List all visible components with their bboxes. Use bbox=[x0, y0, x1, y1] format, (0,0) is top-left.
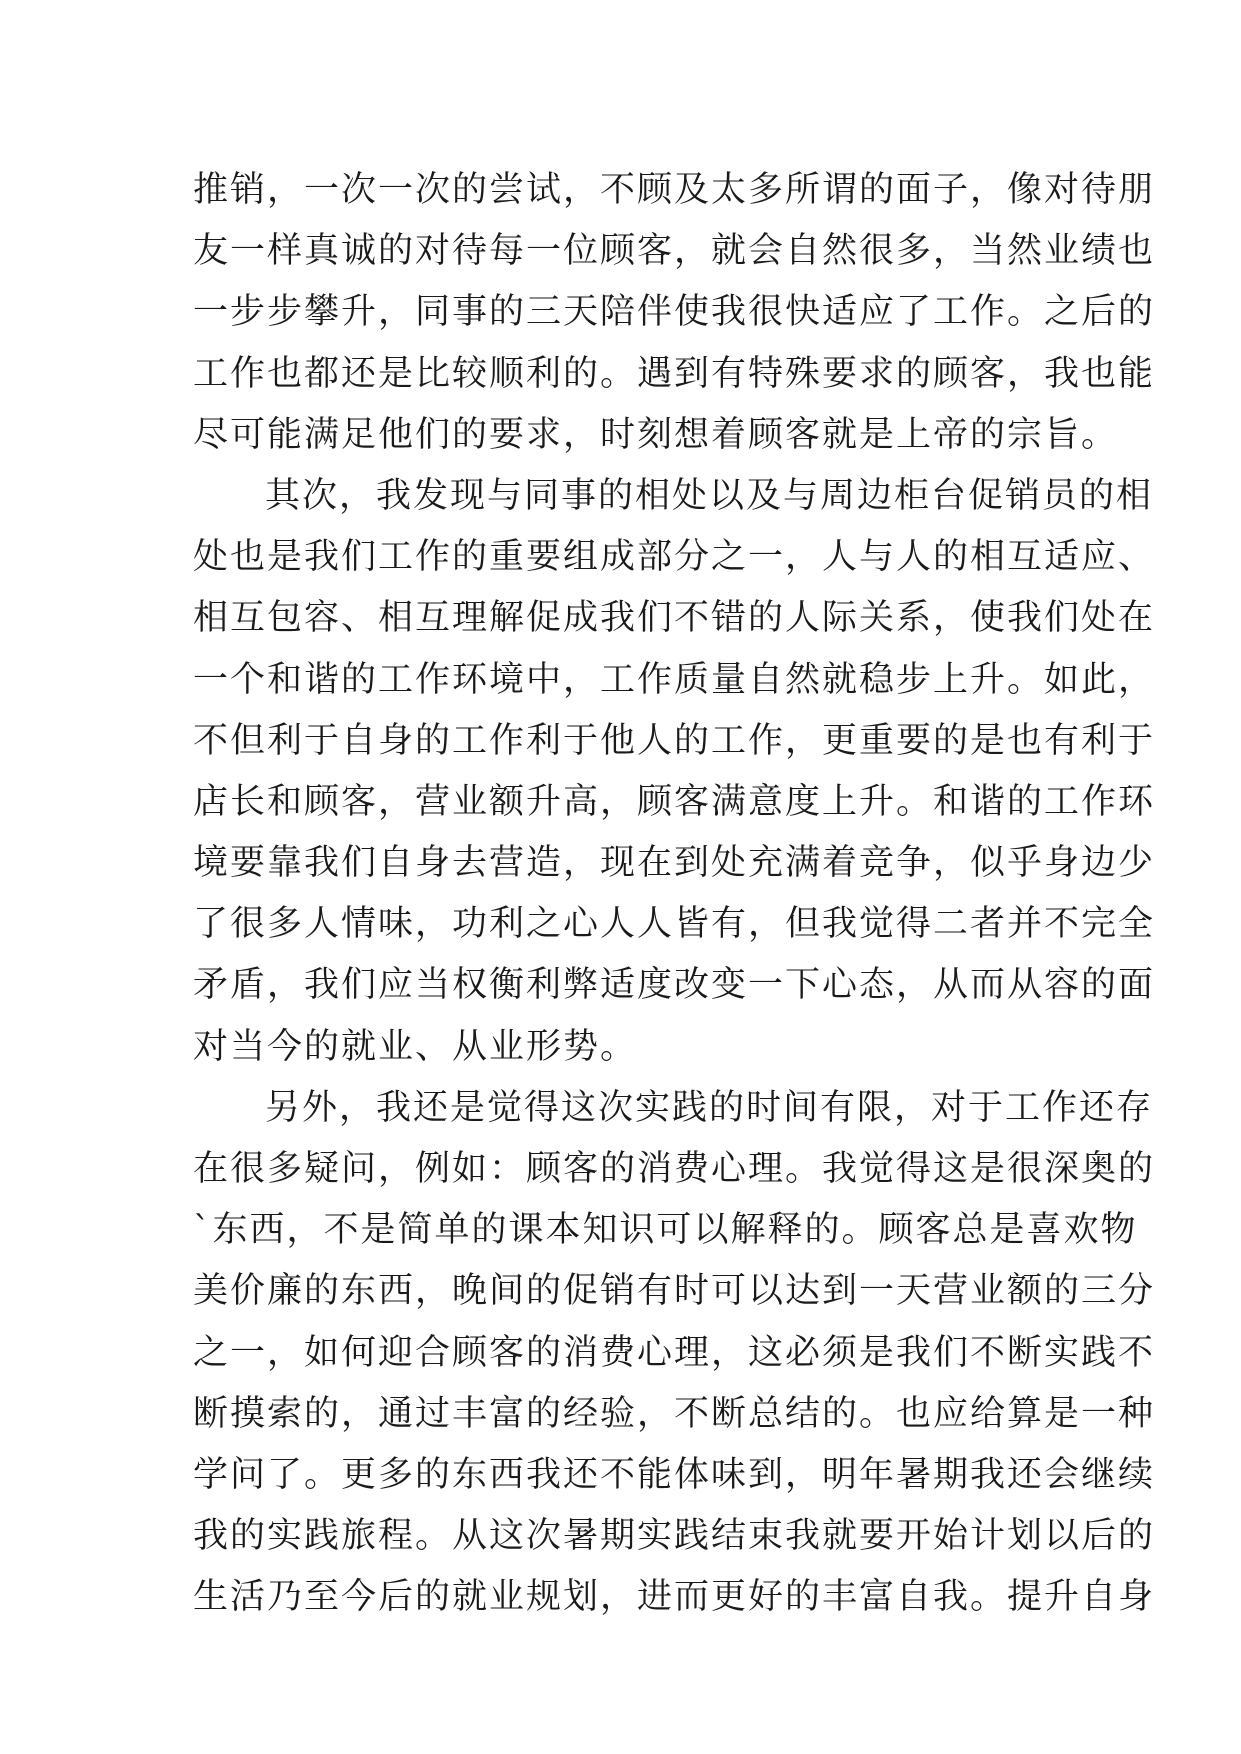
text-line: 工作也都还是比较顺利的。遇到有特殊要求的顾客，我也能 bbox=[193, 353, 1156, 394]
text-line: 尽可能满足他们的要求，时刻想着顾客就是上帝的宗旨。 bbox=[193, 414, 1119, 455]
text-line: 美价廉的东西，晚间的促销有时可以达到一天营业额的三分 bbox=[193, 1271, 1156, 1312]
text-line: 在很多疑问，例如：顾客的消费心理。我觉得这是很深奥的 bbox=[193, 1149, 1156, 1189]
paragraph-start-line: 其次，我发现与同事的相处以及与周边柜台促销员的相 bbox=[265, 475, 1154, 516]
text-line: 生活乃至今后的就业规划，进而更好的丰富自我。提升自身 bbox=[193, 1577, 1156, 1618]
text-line: 推销，一次一次的尝试，不顾及太多所谓的面子，像对待朋 bbox=[193, 170, 1156, 210]
text-line: 矛盾，我们应当权衡利弊适度改变一下心态，从而从容的面 bbox=[193, 965, 1156, 1006]
text-line: 学问了。更多的东西我还不能体味到，明年暑期我还会继续 bbox=[193, 1454, 1156, 1495]
text-line: 一个和谐的工作环境中，工作质量自然就稳步上升。如此， bbox=[193, 659, 1156, 700]
text-line: 境要靠我们自身去营造，现在到处充满着竞争，似乎身边少 bbox=[193, 843, 1156, 884]
text-line: 对当今的就业、从业形势。 bbox=[193, 1026, 638, 1067]
text-line: 处也是我们工作的重要组成部分之一，人与人的相互适应、 bbox=[193, 537, 1156, 578]
text-line: 店长和顾客，营业额升高，顾客满意度上升。和谐的工作环 bbox=[193, 781, 1156, 822]
text-line: `东西，不是简单的课本知识可以解释的。顾客总是喜欢物 bbox=[193, 1210, 1138, 1251]
text-line: 我的实践旅程。从这次暑期实践结束我就要开始计划以后的 bbox=[193, 1516, 1156, 1557]
text-line: 相互包容、相互理解促成我们不错的人际关系，使我们处在 bbox=[193, 598, 1156, 639]
text-line: 友一样真诚的对待每一位顾客，就会自然很多，当然业绩也 bbox=[193, 231, 1156, 272]
text-line: 了很多人情味，功利之心人人皆有，但我觉得二者并不完全 bbox=[193, 904, 1156, 945]
text-line: 不但利于自身的工作利于他人的工作，更重要的是也有利于 bbox=[193, 720, 1156, 761]
body-text bbox=[193, 160, 1156, 1629]
paragraph-start-line: 另外，我还是觉得这次实践的时间有限，对于工作还存 bbox=[265, 1087, 1154, 1128]
text-line: 之一，如何迎合顾客的消费心理，这必须是我们不断实践不 bbox=[193, 1332, 1156, 1373]
text-line: 断摸索的，通过丰富的经验，不断总结的。也应给算是一种 bbox=[193, 1393, 1156, 1434]
text-line: 一步步攀升，同事的三天陪伴使我很快适应了工作。之后的 bbox=[193, 292, 1156, 333]
